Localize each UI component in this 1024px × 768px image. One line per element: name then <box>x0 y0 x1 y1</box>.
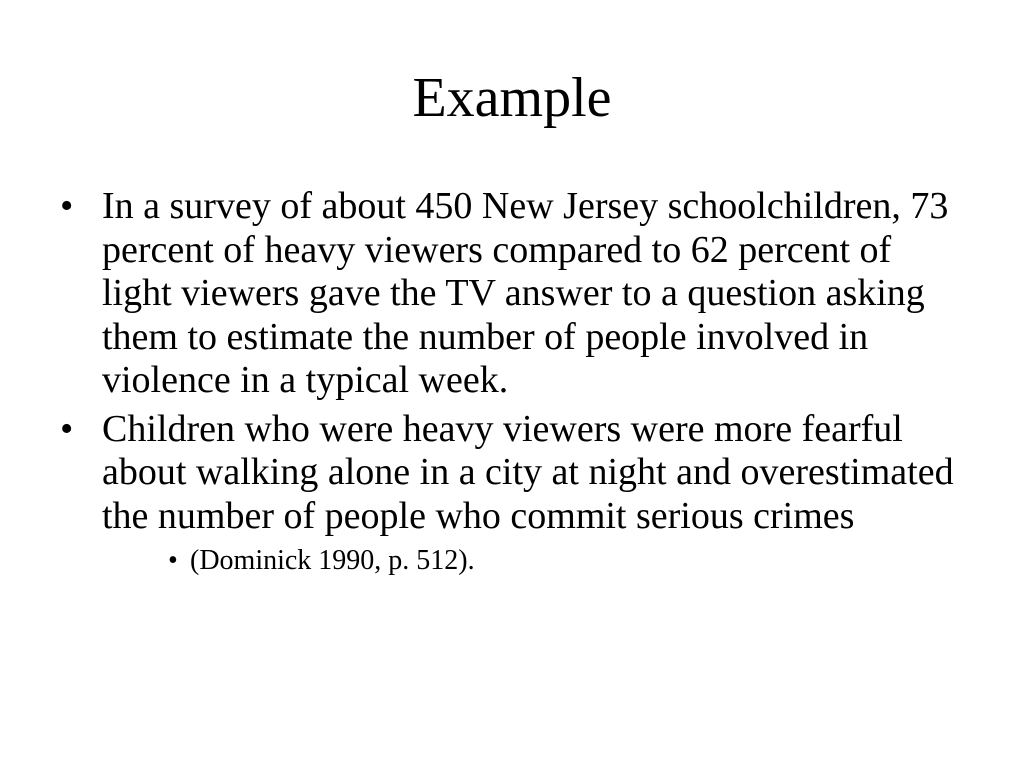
bullet-list <box>60 185 960 578</box>
bullet-text: In a survey of about 450 New Jersey schoolchildren, 73 percent of heavy viewers compared to 62 percent of light viewers gave the TV answer to a question asking them to estimate the number of people involved in violence in a typical week. <box>102 185 949 401</box>
bullet-item <box>60 408 960 539</box>
bullet-text: Children who were heavy viewers were more fearful about walking alone in a city at night and overestimated the number of people who commit serious crimes <box>102 407 954 537</box>
citation-text: (Dominick 1990, p. 512). <box>190 545 475 576</box>
sub-bullet-icon: • <box>168 545 178 576</box>
bullet-icon: • <box>60 407 74 450</box>
bullet-item <box>60 185 960 403</box>
bullet-icon: • <box>60 185 74 227</box>
sub-bullet-item <box>168 544 960 578</box>
slide-title: Example <box>412 67 612 129</box>
